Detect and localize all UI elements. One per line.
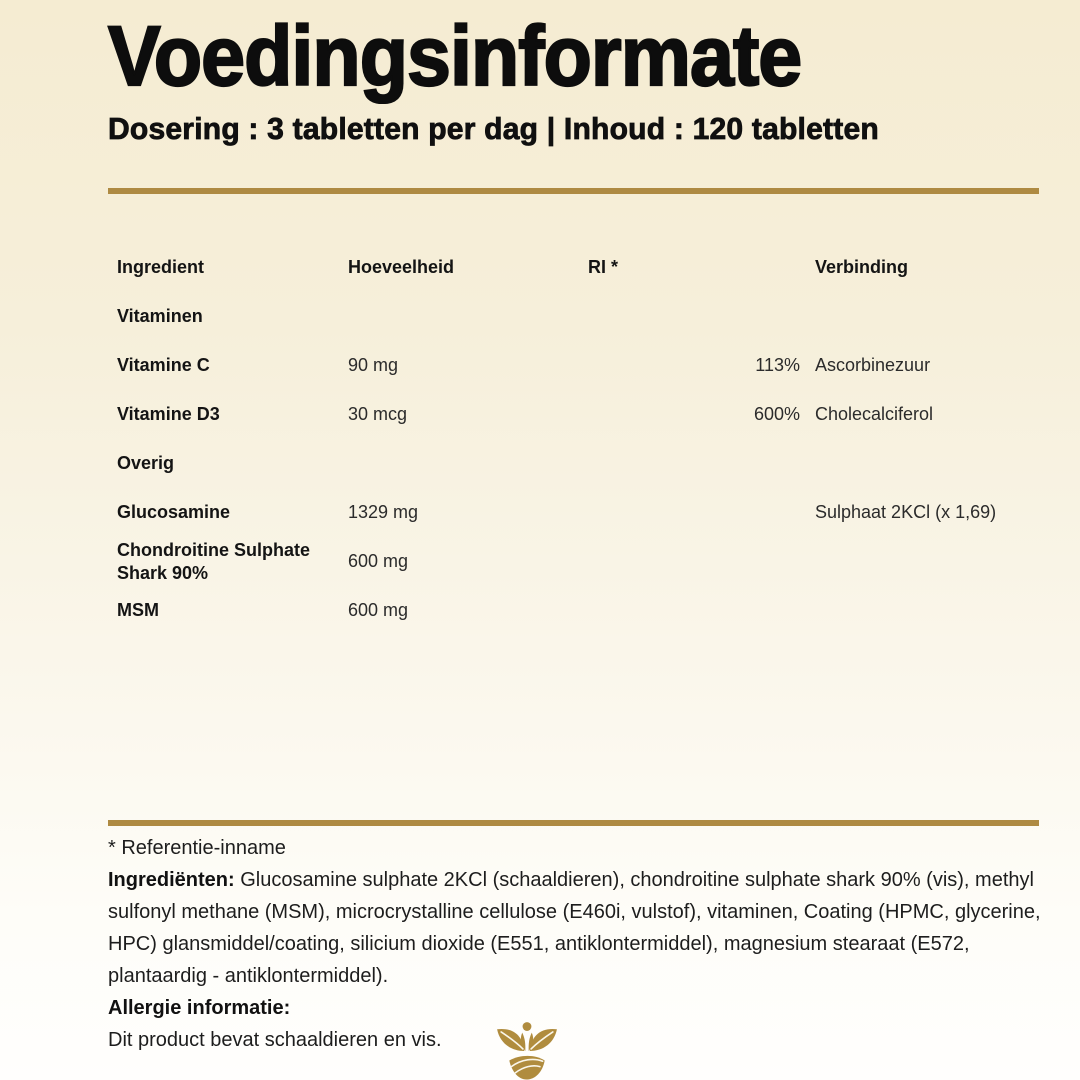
table-row: [117, 537, 1039, 586]
ingredient-amount: 90 mg: [348, 355, 399, 375]
header: [108, 6, 903, 147]
divider-top: [108, 188, 1039, 194]
section-title: Overig: [117, 453, 175, 474]
footer: [108, 832, 1068, 1056]
section-title: Vitaminen: [117, 306, 203, 327]
allergy-label: Allergie informatie:: [108, 997, 291, 1019]
section-row: [117, 439, 1039, 488]
dosage-subtitle: Dosering : 3 tabletten per dag | Inhoud : 120 tabletten: [108, 110, 879, 146]
ingredients-text: Glucosamine sulphate 2KCl (schaaldieren), chondroitine sulphate shark 90% (vis), methyl sulfonyl methane (MSM), microcrystalline cellulose (E460i, vulstof), vitaminen, Coating (HPMC, glycerine, HPC) glansmiddel/coating, silicium dioxide (E551, antiklontermiddel), magnesium stearaat (E572, plantaardig - antiklontermiddel).: [108, 869, 1041, 987]
ingredient-ri: 113%: [755, 355, 800, 375]
ingredient-amount: 600 mg: [348, 551, 409, 571]
table-row: [117, 586, 1039, 635]
ingredient-compound: Sulphaat 2KCl (x 1,69): [815, 502, 997, 522]
page-title: Voedingsinformate: [108, 9, 802, 103]
table-row: [117, 390, 1039, 439]
ingredient-name: Glucosamine: [117, 502, 231, 523]
ingredient-name: MSM: [117, 600, 159, 621]
table-body: [117, 292, 1039, 635]
section-row: [117, 292, 1039, 341]
divider-bottom: [108, 820, 1039, 826]
column-header-amount: Hoeveelheid: [348, 257, 455, 277]
allergy-text: Dit product bevat schaaldieren en vis.: [108, 1029, 442, 1051]
column-header-ri: RI *: [588, 257, 619, 277]
ingredient-amount: 1329 mg: [348, 502, 419, 522]
table-header-row: [117, 243, 1039, 292]
ingredient-name: Vitamine D3: [117, 404, 220, 425]
table-row: [117, 341, 1039, 390]
leaf-emblem-logo: [493, 1021, 561, 1080]
reference-note: * Referentie-inname: [108, 837, 286, 859]
ingredient-name: Chondroitine Sulphate Shark 90%: [117, 540, 310, 583]
table-row: [117, 488, 1039, 537]
ingredient-compound: Cholecalciferol: [815, 404, 934, 424]
ingredient-amount: 30 mcg: [348, 404, 408, 424]
ingredient-compound: Ascorbinezuur: [815, 355, 931, 375]
column-header-compound: Verbinding: [815, 257, 909, 277]
ingredients-label: Ingrediënten:: [108, 869, 235, 891]
ingredient-name: Vitamine C: [117, 355, 210, 376]
ingredients-paragraph: [108, 864, 1068, 992]
ingredient-amount: 600 mg: [348, 600, 409, 620]
ingredient-ri: 600%: [753, 404, 800, 424]
column-header-ingredient: Ingredient: [117, 257, 205, 277]
nutrition-table: [117, 243, 1039, 635]
